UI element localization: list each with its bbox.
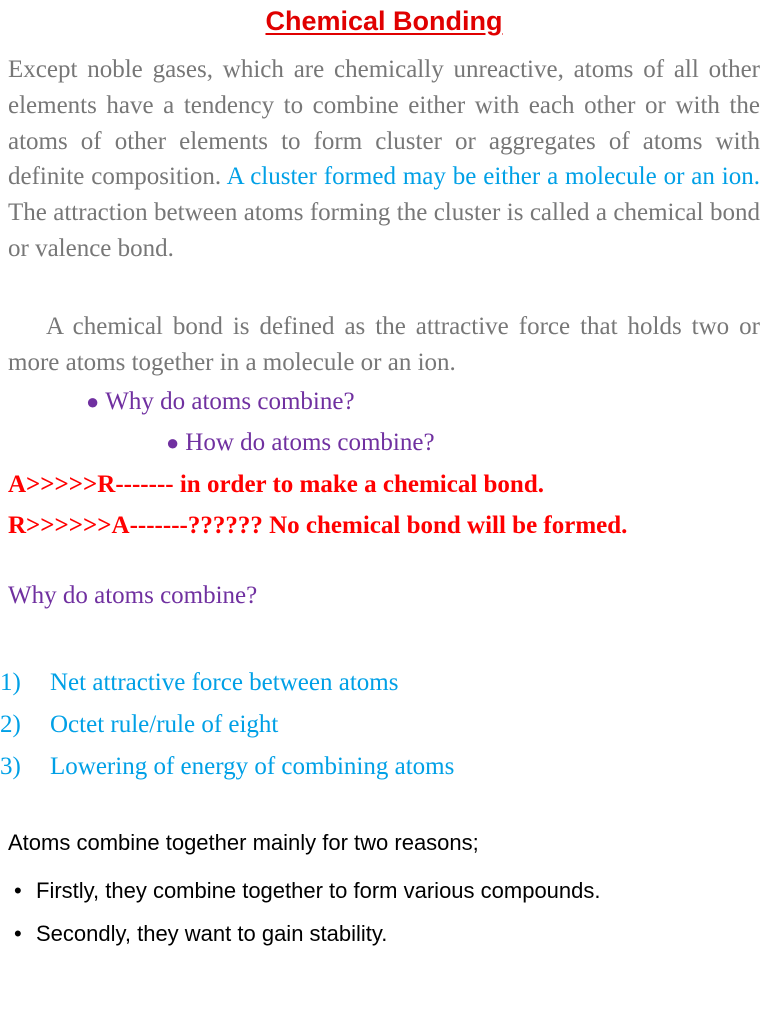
list-number: 3) [0, 753, 21, 780]
list-number: 1) [0, 669, 21, 696]
question-why [86, 388, 355, 416]
why-heading: Why do atoms combine? [8, 582, 258, 609]
question-text: Why do atoms combine? [105, 388, 355, 415]
bullet-icon: • [14, 921, 22, 946]
intro-highlight: A cluster formed may be either a molecule or an ion. [226, 163, 760, 191]
list-item [14, 872, 601, 915]
intro-text-end: The attraction between atoms forming the cluster is called a chemical bond or valence bond. [8, 199, 760, 262]
summary-text: Atoms combine together mainly for two reasons; [8, 830, 479, 855]
question-text: How do atoms combine? [185, 429, 435, 456]
rule-attraction: A>>>>>R------- in order to make a chemical bond. [8, 471, 544, 498]
intro-paragraph [8, 52, 760, 267]
question-how [166, 429, 435, 457]
list-text: Firstly, they combine together to form various compounds. [36, 878, 601, 903]
rule-repulsion: R>>>>>>A-------?????? No chemical bond will be formed. [8, 512, 628, 539]
list-text: Lowering of energy of combining atoms [50, 753, 455, 780]
list-item [0, 706, 454, 748]
definition-paragraph: A chemical bond is defined as the attractive force that holds two or more atoms together in a molecule or an ion. [8, 313, 760, 376]
list-text: Net attractive force between atoms [50, 669, 399, 696]
reasons-list [0, 664, 454, 790]
list-text: Octet rule/rule of eight [50, 711, 279, 738]
list-number: 2) [0, 711, 21, 738]
question-bullet-icon: ● [86, 389, 100, 414]
question-bullet-icon: ● [166, 430, 180, 455]
page-title: Chemical Bonding [265, 6, 503, 36]
bullet-list [14, 872, 601, 958]
bullet-icon: • [14, 878, 22, 903]
list-item [0, 664, 454, 706]
list-item [14, 915, 601, 958]
list-item [0, 748, 454, 790]
list-text: Secondly, they want to gain stability. [36, 921, 388, 946]
intro-text-start: Except noble gases, which are chemically unreactive, atoms of all other elements have a tendency to combine either with each other or with the atoms of other elements to form cluster or aggregates of atoms with definite composition. [8, 56, 760, 191]
